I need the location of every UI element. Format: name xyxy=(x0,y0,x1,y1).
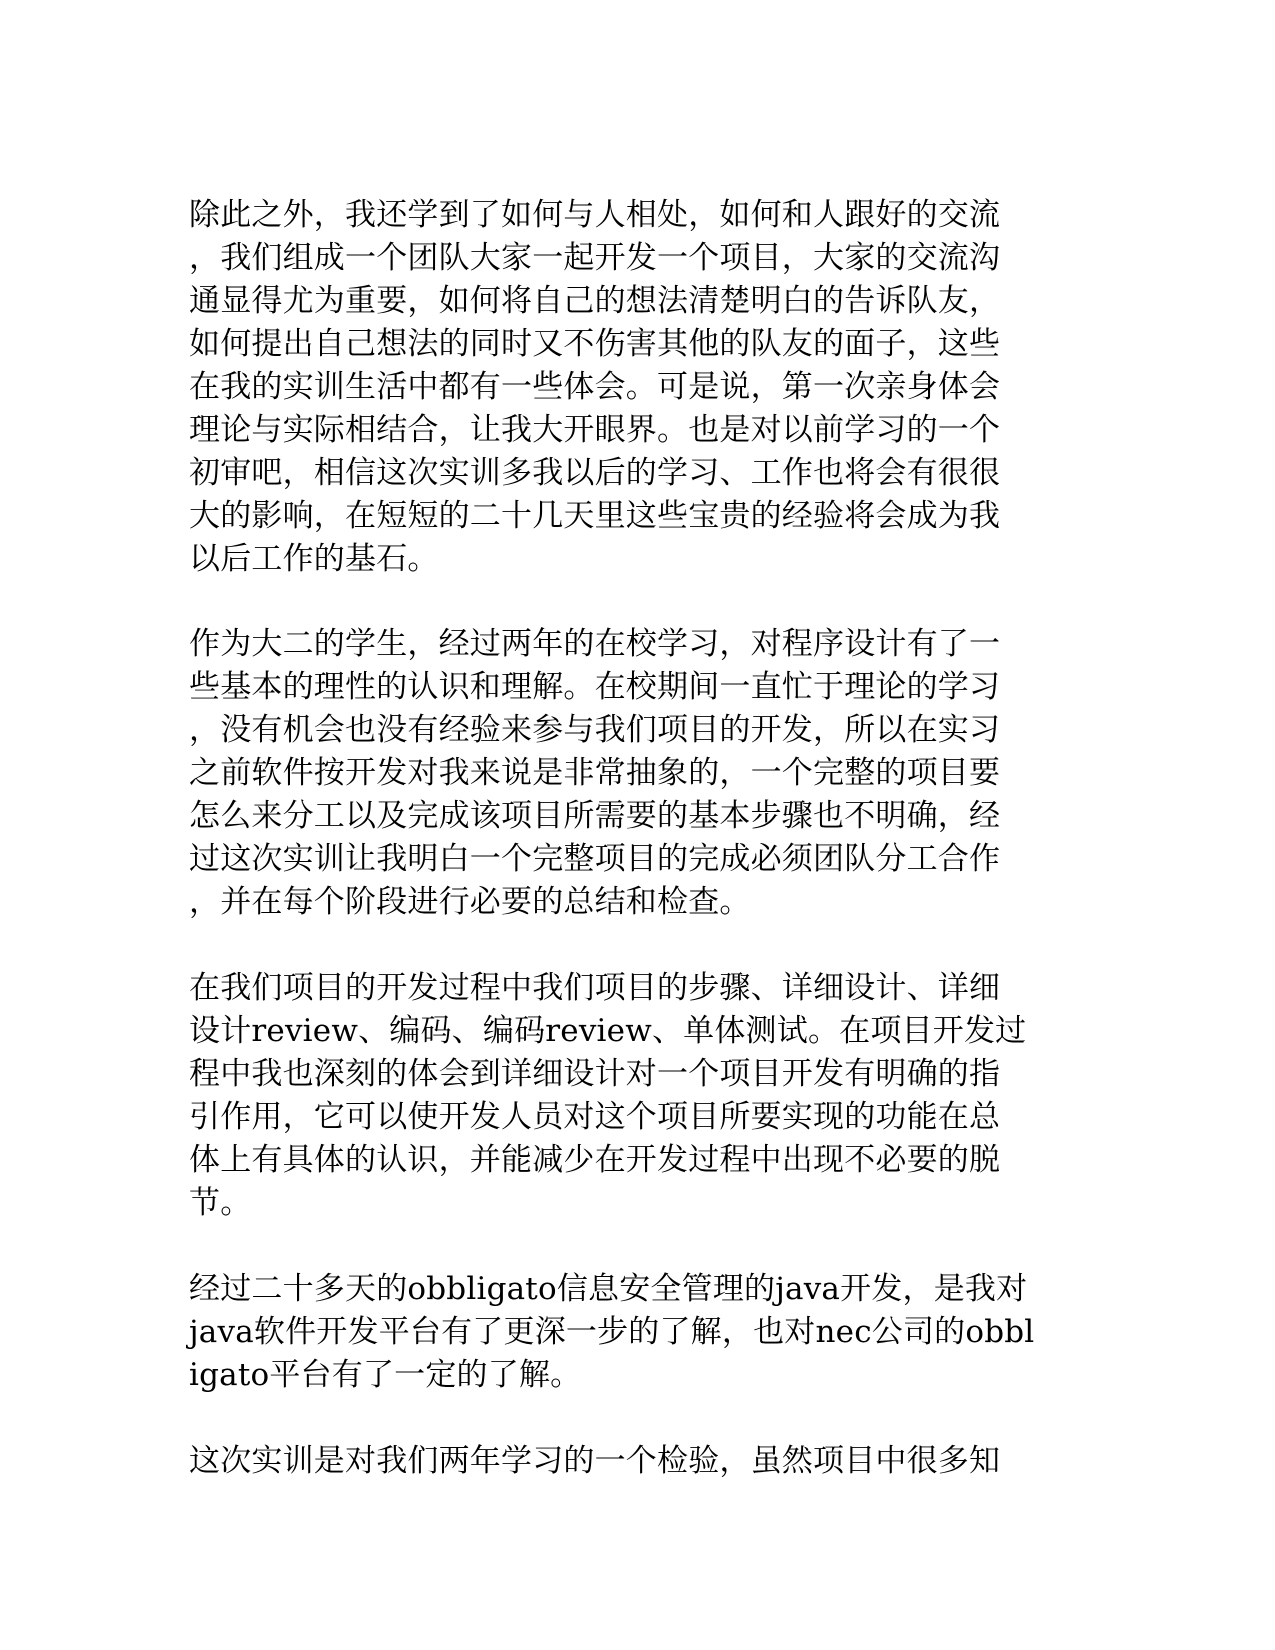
text-line: 怎么来分工以及完成该项目所需要的基本步骤也不明确，经 xyxy=(189,798,1001,834)
text-line: 节。 xyxy=(189,1185,252,1221)
text-line: ，我们组成一个团队大家一起开发一个项目，大家的交流沟 xyxy=(189,240,1001,276)
paragraph-5 xyxy=(189,1440,1069,1483)
text-line: 如何提出自己想法的同时又不伤害其他的队友的面子，这些 xyxy=(189,326,1001,362)
text-line: 引作用，它可以使开发人员对这个项目所要实现的功能在总 xyxy=(189,1099,1001,1135)
text-line: 以后工作的基石。 xyxy=(189,541,439,577)
text-line: 除此之外，我还学到了如何与人相处，如何和人跟好的交流 xyxy=(189,197,1001,233)
text-line: 作为大二的学生，经过两年的在校学习，对程序设计有了一 xyxy=(189,626,1001,662)
text-line: 程中我也深刻的体会到详细设计对一个项目开发有明确的指 xyxy=(189,1056,1001,1092)
text-line: 经过二十多天的obbligato信息安全管理的java开发，是我对 xyxy=(189,1271,1028,1307)
text-line: 之前软件按开发对我来说是非常抽象的，一个完整的项目要 xyxy=(189,755,1001,791)
text-line: 在我们项目的开发过程中我们项目的步骤、详细设计、详细 xyxy=(189,970,1001,1006)
text-line: 设计review、编码、编码review、单体测试。在项目开发过 xyxy=(189,1013,1027,1049)
text-line: 大的影响，在短短的二十几天里这些宝贵的经验将会成为我 xyxy=(189,498,1001,534)
text-line: java软件开发平台有了更深一步的了解，也对nec公司的obbl xyxy=(189,1314,1035,1350)
paragraph-4 xyxy=(189,1268,1069,1397)
text-line: 理论与实际相结合，让我大开眼界。也是对以前学习的一个 xyxy=(189,412,1001,448)
paragraph-3 xyxy=(189,967,1069,1225)
text-line: igato平台有了一定的了解。 xyxy=(189,1357,582,1393)
text-line: 过这次实训让我明白一个完整项目的完成必须团队分工合作 xyxy=(189,841,1001,877)
paragraph-2 xyxy=(189,623,1069,924)
text-line: 体上有具体的认识，并能减少在开发过程中出现不必要的脱 xyxy=(189,1142,1001,1178)
text-line: 初审吧，相信这次实训多我以后的学习、工作也将会有很很 xyxy=(189,455,1001,491)
text-line: 通显得尤为重要，如何将自己的想法清楚明白的告诉队友， xyxy=(189,283,1001,319)
paragraph-1 xyxy=(189,194,1069,581)
text-line: ，没有机会也没有经验来参与我们项目的开发，所以在实习 xyxy=(189,712,1001,748)
text-line: ，并在每个阶段进行必要的总结和检查。 xyxy=(189,884,751,920)
text-line: 这次实训是对我们两年学习的一个检验，虽然项目中很多知 xyxy=(189,1443,1001,1479)
text-line: 在我的实训生活中都有一些体会。可是说，第一次亲身体会 xyxy=(189,369,1001,405)
text-line: 些基本的理性的认识和理解。在校期间一直忙于理论的学习 xyxy=(189,669,1001,705)
